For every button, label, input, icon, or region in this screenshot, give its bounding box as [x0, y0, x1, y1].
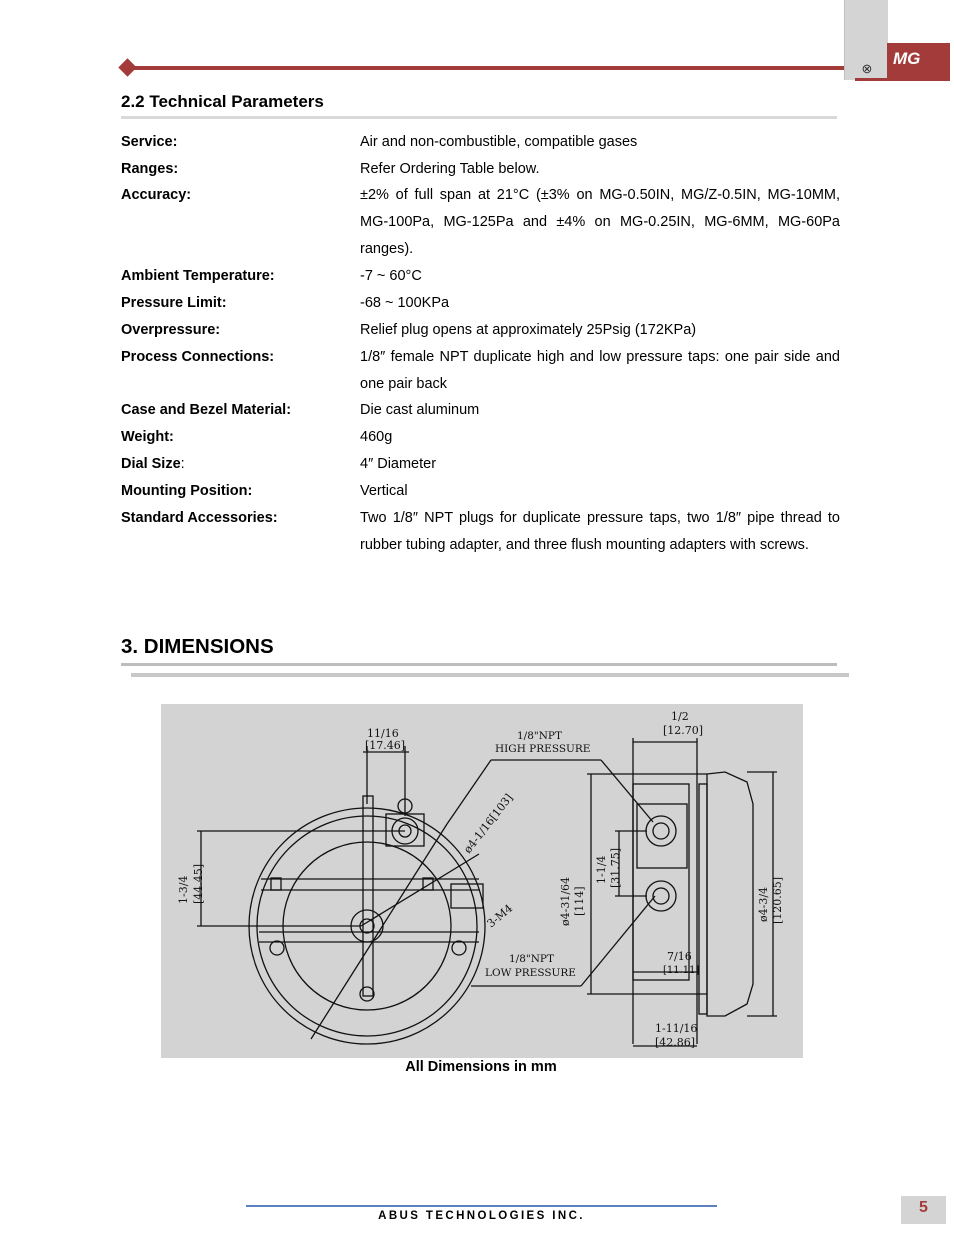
- param-label: Case and Bezel Material:: [121, 402, 292, 418]
- dim-1-2-mm: [12.70]: [663, 724, 704, 737]
- footer-rule: [246, 1205, 717, 1207]
- dim-11-16: 11/16: [367, 727, 399, 740]
- param-label: Ranges:: [121, 161, 179, 177]
- header-tab-label: MG: [893, 49, 921, 68]
- npt-high-label: 1/8"NPT: [517, 730, 562, 742]
- section-rule-secondary: [131, 673, 849, 677]
- param-value: Vertical: [360, 483, 408, 499]
- param-value: Air and non-combustible, compatible gases: [360, 134, 638, 150]
- drawing-caption: All Dimensions in mm: [405, 1059, 557, 1075]
- mount-hole: [270, 941, 284, 955]
- param-label: Ambient Temperature:: [121, 268, 275, 284]
- param-value: Two 1/8″ NPT plugs for duplicate pressure taps, two 1/8″ pipe thread to rubber tubing adapter, and three flush mounting adapters with screws.: [360, 510, 840, 553]
- dim-1-2: 1/2: [671, 710, 689, 723]
- mount-hole: [452, 941, 466, 955]
- param-label: Service:: [121, 134, 178, 150]
- dim-1-1-4: 1-1/4: [595, 855, 608, 884]
- section-title: 3. DIMENSIONS: [121, 635, 274, 658]
- param-label: Overpressure:: [121, 322, 221, 338]
- dim-11-16-mm: [17.46]: [365, 739, 406, 752]
- header-rule: [128, 66, 844, 70]
- dim-hole-diameter: ø4-1/16[103]: [461, 791, 516, 856]
- dim-1-3-4: 1-3/4: [177, 875, 190, 904]
- param-label: Weight:: [121, 429, 174, 445]
- param-value: 460g: [360, 429, 393, 445]
- param-value: 4″ Diameter: [360, 456, 437, 472]
- param-value: 1/8″ female NPT duplicate high and low pressure taps: one pair side and one pair back: [360, 349, 840, 392]
- param-label: Mounting Position:: [121, 483, 253, 499]
- npt-high-sub: HIGH PRESSURE: [495, 743, 591, 755]
- npt-low-label: 1/8"NPT: [509, 953, 554, 965]
- param-label-text: Dial Size: [121, 456, 181, 472]
- dim-4-31-64: ø4-31/64: [559, 876, 572, 926]
- vertical-bar: [363, 796, 373, 996]
- dim-7-16: 7/16: [667, 950, 692, 963]
- dimensions-svg: [161, 704, 803, 1058]
- param-label: [121, 456, 185, 472]
- screw-label: 3-M4: [484, 901, 516, 931]
- param-value: Die cast aluminum: [360, 402, 480, 418]
- footer-company: ABUS TECHNOLOGIES INC.: [378, 1210, 585, 1222]
- header-tab-underline: [855, 78, 950, 81]
- param-value: -68 ~ 100KPa: [360, 295, 450, 311]
- dim-1-3-4-mm: [44.45]: [192, 863, 205, 904]
- dim-7-16-mm: [11.11]: [663, 965, 700, 976]
- header-diamond: [118, 58, 136, 76]
- dim-4-31-64-mm: [114]: [573, 886, 586, 916]
- param-value: ±2% of full span at 21°C (±3% on MG-0.50IN, MG/Z-0.5IN, MG-10MM, MG-100Pa, MG-125Pa and ±4% on MG-0.25IN, MG-6MM, MG-60Pa ranges).: [360, 187, 840, 257]
- dim-4-3-4: ø4-3/4: [757, 886, 770, 922]
- param-label: Standard Accessories:: [121, 510, 278, 526]
- dim-1-1-4-mm: [31.75]: [609, 847, 622, 888]
- param-value: -7 ~ 60°C: [360, 268, 422, 284]
- param-label-colon: :: [180, 456, 185, 472]
- section-rule: [121, 116, 837, 119]
- bezel-profile: [707, 772, 753, 1016]
- dim-4-3-4-mm: [120.65]: [771, 876, 784, 924]
- param-label: Pressure Limit:: [121, 295, 227, 311]
- param-label: Process Connections:: [121, 349, 275, 365]
- dim-1-11-16-mm: [42.86]: [655, 1036, 696, 1049]
- circle-cross-icon: ⊗: [861, 61, 873, 76]
- dimensions-drawing: [161, 704, 803, 1058]
- section-title: 2.2 Technical Parameters: [121, 92, 324, 111]
- param-value: Refer Ordering Table below.: [360, 161, 540, 177]
- high-tap-side: [646, 816, 676, 846]
- low-tap-side: [646, 881, 676, 911]
- dim-1-11-16: 1-11/16: [655, 1022, 698, 1035]
- page-number: 5: [919, 1199, 928, 1216]
- section-rule: [121, 663, 837, 666]
- param-value: Relief plug opens at approximately 25Psig (172KPa): [360, 322, 697, 338]
- npt-low-sub: LOW PRESSURE: [485, 967, 576, 979]
- param-label: Accuracy:: [121, 187, 192, 203]
